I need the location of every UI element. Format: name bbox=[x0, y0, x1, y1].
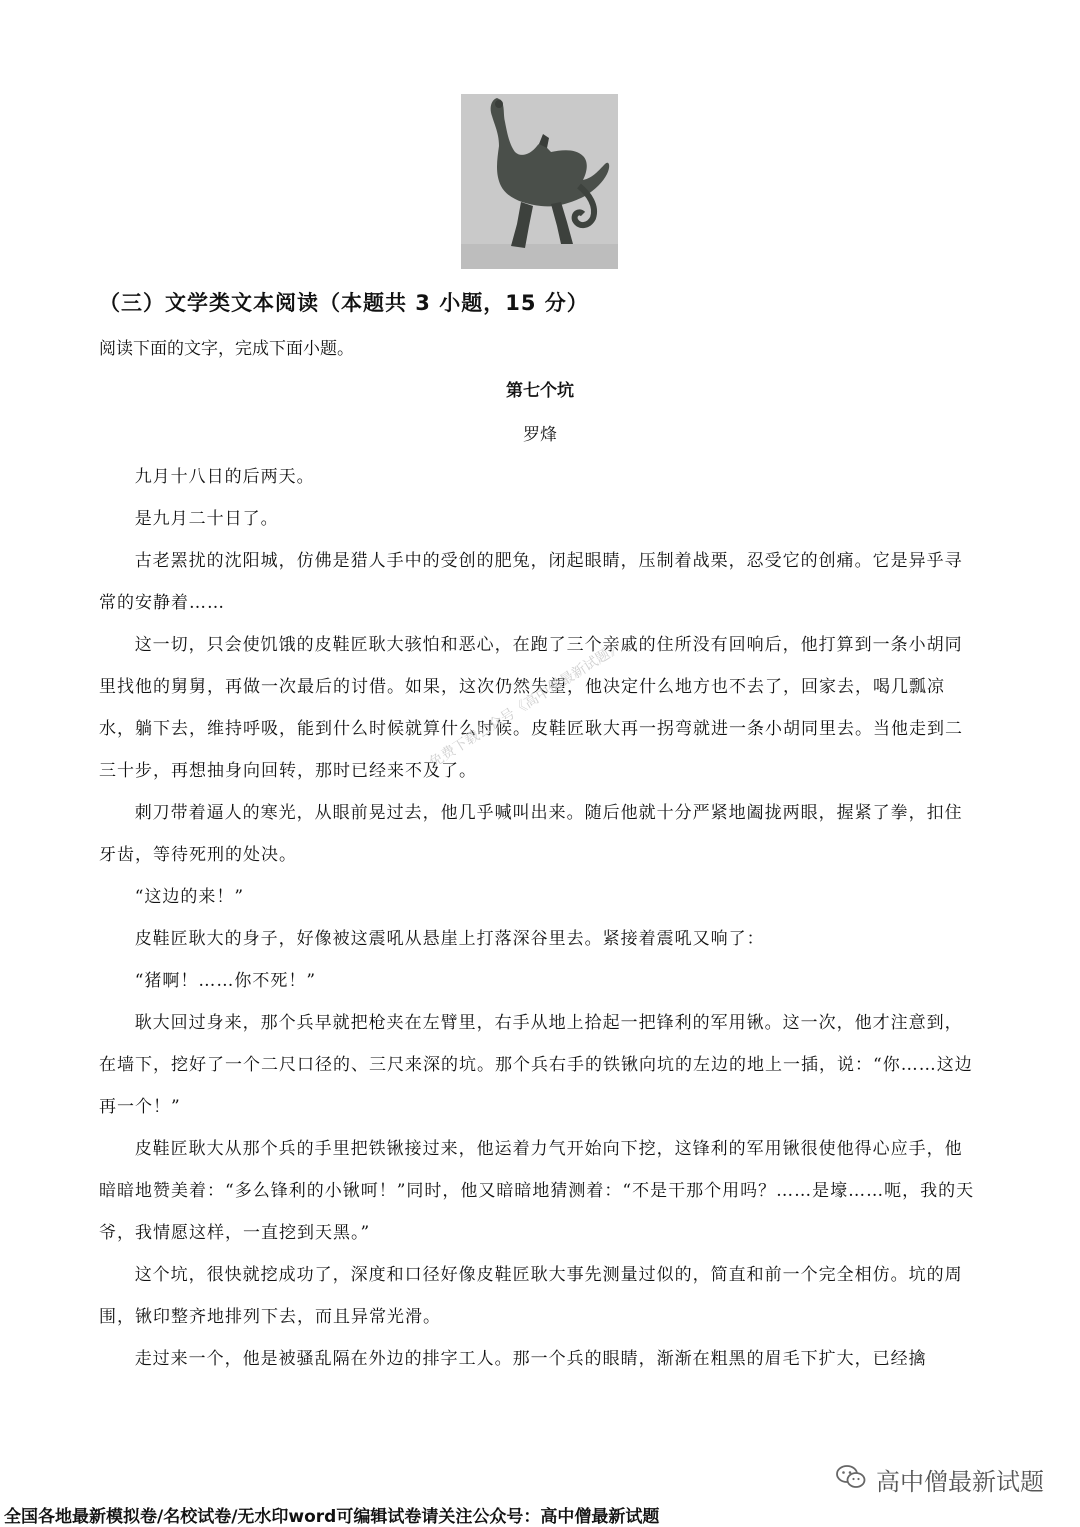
story-author: 罗烽 bbox=[523, 425, 557, 445]
paragraph: 刺刀带着逼人的寒光，从眼前晃过去，他几乎喊叫出来。随后他就十分严紧地阖拢两眼，握紧了拳，扣住牙齿，等待死刑的处决。 bbox=[99, 803, 963, 865]
paragraph: 古老罴扰的沈阳城，仿佛是猎人手中的受创的肥兔，闭起眼睛，压制着战栗，忍受它的创痛。它是异乎寻常的安静着…… bbox=[99, 551, 963, 613]
story-title: 第七个坑 bbox=[506, 381, 574, 401]
paragraph: 皮鞋匠耿大从那个兵的手里把铁锹接过来，他运着力气开始向下挖，这锋利的军用锹很使他得心应手，他暗暗地赞美着：“多么锋利的小锹呵！”同时，他又暗暗地猜测着：“不是干那个用吗？……是壕……呃，我的天爷，我情愿这样，一直挖到天黑。” bbox=[99, 1139, 975, 1243]
reading-instruction: 阅读下面的文字，完成下面小题。 bbox=[99, 339, 354, 359]
paragraph: 九月十八日的后两天。 bbox=[134, 467, 315, 487]
paragraph: “这边的来！” bbox=[134, 887, 245, 907]
paragraph: 耿大回过身来，那个兵早就把枪夹在左臂里，右手从地上拾起一把锋利的军用锹。这一次，他才注意到，在墙下，挖好了一个二尺口径的、三尺来深的坑。那个兵右手的铁锹向坑的左边的地上一插，说：“你……这边再一个！” bbox=[99, 1013, 973, 1117]
watermark: 免费下载公众号《高中僧最新试题》 bbox=[426, 638, 626, 772]
section-heading: （三）文学类文本阅读（本题共 3 小题，15 分） bbox=[99, 291, 589, 315]
footer-notice: 全国各地最新模拟卷/名校试卷/无水印word可编辑试卷请关注公众号：高中僧最新试题 bbox=[4, 1507, 660, 1527]
brand-mark bbox=[836, 1462, 1044, 1497]
paragraph: 这一切，只会使饥饿的皮鞋匠耿大骇怕和恶心，在跑了三个亲戚的住所没有回响后，他打算到一条小胡同里找他的舅舅，再做一次最后的讨借。如果，这次仍然失望，他决定什么地方也不去了，回家去，喝几瓢凉水，躺下去，维持呼吸，能到什么时候就算什么时候。皮鞋匠耿大再一拐弯就进一条小胡同里去。当他走到二三十步，再想抽身向回转，那时已经来不及了。 bbox=[99, 635, 963, 781]
brand-name: 高中僧最新试题 bbox=[876, 1468, 1044, 1496]
bronze-bird-photo bbox=[461, 94, 618, 269]
paragraph: 走过来一个，他是被骚乱隔在外边的排字工人。那一个兵的眼睛，渐渐在粗黑的眉毛下扩大，已经擒 bbox=[134, 1349, 927, 1369]
paragraph: “猪啊！……你不死！” bbox=[134, 971, 317, 991]
story-body bbox=[99, 456, 979, 1380]
paragraph: 是九月二十日了。 bbox=[134, 509, 279, 529]
paragraph: 这个坑，很快就挖成功了，深度和口径好像皮鞋匠耿大事先测量过似的，简直和前一个完全相仿。坑的周围，锹印整齐地排列下去，而且异常光滑。 bbox=[99, 1265, 963, 1327]
paragraph: 皮鞋匠耿大的身子，好像被这震吼从悬崖上打落深谷里去。紧接着震吼又响了： bbox=[134, 929, 765, 949]
wechat-icon bbox=[836, 1464, 866, 1496]
